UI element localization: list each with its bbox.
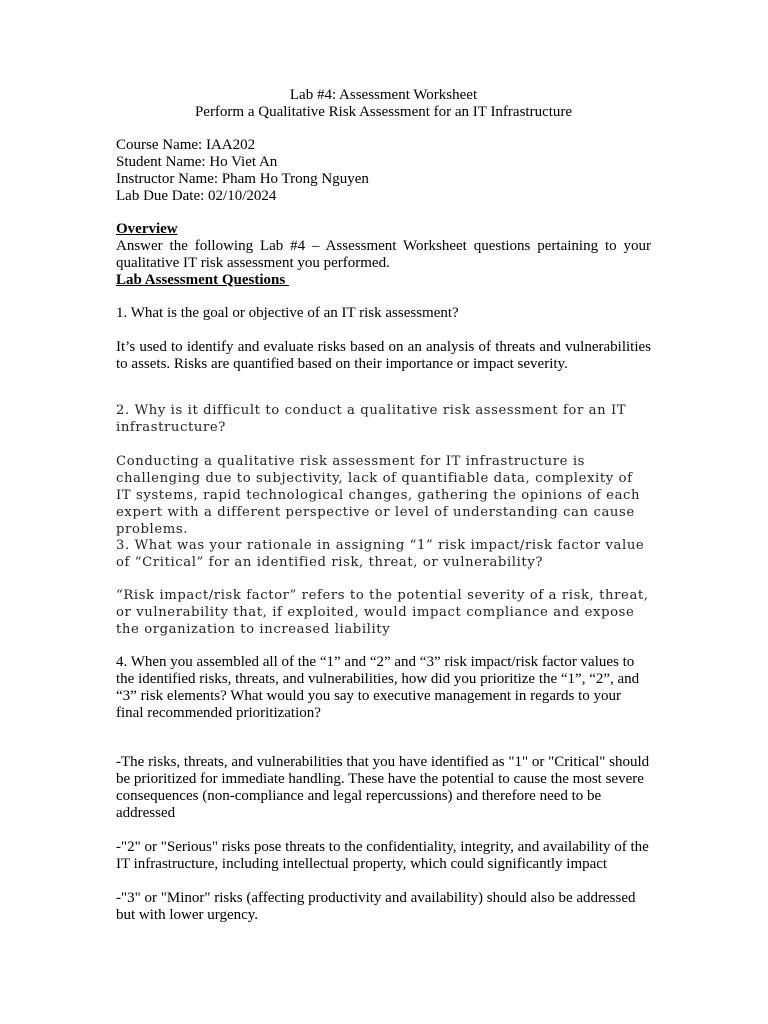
course-name: Course Name: IAA202 xyxy=(116,137,256,153)
question-1: 1. What is the goal or objective of an IT risk assessment? xyxy=(116,305,459,321)
question-3: 3. What was your rationale in assigning “1” risk impact/risk factor value of “Critical” for an identified risk, threat, or vulnerability? xyxy=(116,538,645,570)
student-name: Student Name: Ho Viet An xyxy=(116,154,278,170)
instructor-name: Instructor Name: Pham Ho Trong Nguyen xyxy=(116,171,369,187)
overview-text: Answer the following Lab #4 – Assessment Worksheet questions pertaining to your qualitative IT risk assessment you performed. xyxy=(116,238,651,271)
document-title: Lab #4: Assessment Worksheet xyxy=(289,87,478,103)
question-2: 2. Why is it difficult to conduct a qualitative risk assessment for an IT infrastructure? xyxy=(116,403,627,435)
answer-3: “Risk impact/risk factor” refers to the potential severity of a risk, threat, or vulnerability that, if exploited, would impact compliance and expose the organization to increased liability xyxy=(116,588,649,637)
answer-4-minor: -"3" or "Minor" risks (affecting productivity and availability) should also be addressed but with lower urgency. xyxy=(116,890,636,923)
document-subtitle: Perform a Qualitative Risk Assessment for an IT Infrastructure xyxy=(194,104,573,120)
answer-4-critical: -The risks, threats, and vulnerabilities that you have identified as "1" or "Critical" should be prioritized for immediate handling. These have the potential to cause the most severe consequences (non-compliance and legal repercussions) and therefore need to be addressed xyxy=(116,754,650,821)
answer-4-serious: -"2" or "Serious" risks pose threats to the confidentiality, integrity, and availability of the IT infrastructure, including intellectual property, which could significantly impact xyxy=(116,839,649,872)
lab-due-date: Lab Due Date: 02/10/2024 xyxy=(116,188,277,204)
question-4: 4. When you assembled all of the “1” and “2” and “3” risk impact/risk factor values to the identified risks, threats, and vulnerabilities, how did you prioritize the “1”, “2”, and “3” risk elements? What would you say to executive management in regards to your final recommended prioritization? xyxy=(116,654,640,721)
answer-1: It’s used to identify and evaluate risks based on an analysis of threats and vulnerabilities to assets. Risks are quantified based on their importance or impact severity. xyxy=(116,339,651,372)
questions-heading: Lab Assessment Questions xyxy=(116,272,289,288)
answer-2: Conducting a qualitative risk assessment for IT infrastructure is challenging due to subjectivity, lack of quantifiable data, complexity of IT systems, rapid technological changes, gathering the opinions of each expert with a different perspective or level of understanding can cause problems. xyxy=(116,454,641,537)
overview-heading: Overview xyxy=(116,221,178,237)
